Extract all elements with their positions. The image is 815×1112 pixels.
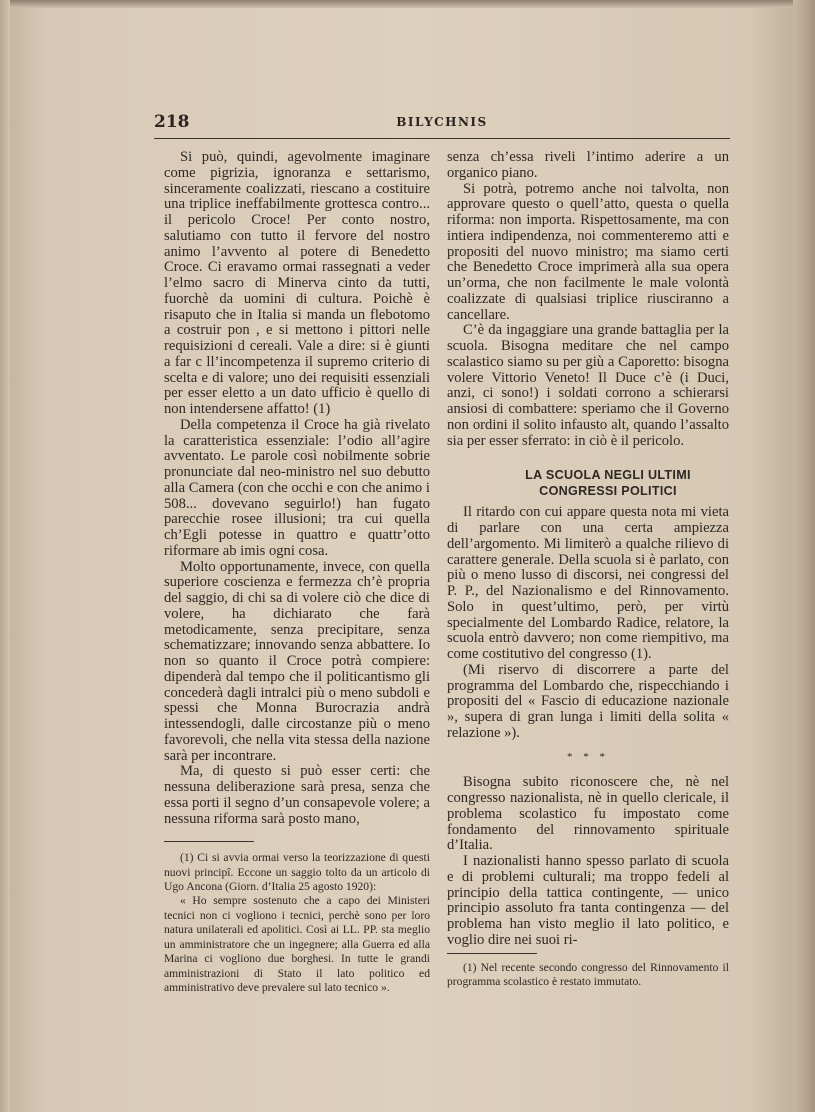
right-column bbox=[447, 150, 729, 989]
footnote: (1) Nel recente secondo congresso del Rinnovamento il programma scolastico è restato immutato. bbox=[447, 960, 729, 988]
page-left-edge bbox=[0, 0, 10, 1112]
paragraph: I nazionalisti hanno spesso parlato di scuola e di problemi culturali; ma troppo fedeli al principio della tattica contingente, — unico principio assoluto fra tanta contingenza — del problema han visto meglio il lato politico, e voglio dire nei suoi ri- bbox=[447, 853, 729, 948]
paragraph: C’è da ingaggiare una grande battaglia per la scuola. Bisogna meditare che nel campo scalastico siamo su per giù a Caporetto: bisogna volere Vittorio Veneto! Il Duce c’è (i Duci, anzi, ci sono!) i soldati corrono a schierarsi ansiosi di combattere: speriamo che il Governo non ordini il solito infausto alt, quando l’assalto sia per esser sferrato: in ciò è il pericolo. bbox=[447, 322, 729, 449]
left-column bbox=[164, 150, 430, 995]
section-heading: LA SCUOLA NEGLI ULTIMI CONGRESSI POLITICI bbox=[525, 468, 691, 499]
paragraph: Ma, di questo si può esser certi: che nessuna deliberazione sarà presa, senza che essa porti il segno d’un consapevole volere; a nessuna riforma sarà posto mano, bbox=[164, 763, 430, 827]
page-top-edge bbox=[0, 0, 815, 8]
page-number: 218 bbox=[154, 112, 190, 132]
footnote: (1) Ci si avvia ormai verso la teorizzazione di questi nuovi principî. Eccone un saggio tolto da un articolo di Ugo Ancona (Giorn. d’Italia 25 agosto 1920): bbox=[164, 851, 430, 894]
footnote-rule bbox=[164, 841, 254, 842]
running-header bbox=[154, 112, 730, 139]
paragraph: Si potrà, potremo anche noi talvolta, non approvare questo o quell’atto, questa o quella riforma: non importa. Rispettosamente, ma con intiera indipendenza, noi commenteremo atti e propositi del nuovo ministro; ma siamo certi che Benedetto Croce imprimerà alla sua opera un’orma, che non facilmente le male volontà coalizzate di qualsiasi triplice riusciranno a cancellare. bbox=[447, 180, 729, 323]
footnote-quote: « Ho sempre sostenuto che a capo dei Ministeri tecnici non ci vogliono i tecnici, perchè sono per loro natura unilaterali ed apolitici. Così ai LL. PP. sta meglio un amministratore che un ingegnere; alla Guerra ed alla Marina ci vogliono due borghesi. In tutte le grandi amministrazioni di Stato il lato politico ed amministrativo deve prevalere sul lato tecnico ». bbox=[164, 894, 430, 994]
footnote-rule bbox=[447, 953, 537, 954]
paragraph: Si può, quindi, agevolmente imaginare come pigrizia, ignoranza e settarismo, sinceramente coalizzati, riescano a costituire una triplice ineffabilmente grottesca contro... il pericolo Croce! Per conto nostro, salutiamo con tutto il fervore del nostro animo l’avvento al potere di Benedetto Croce. Ci eravamo ormai rassegnati a veder l’elmo sacro di Minerva cinto da tutti, fuorchè da uomini di cultura. Poichè è risaputo che in Italia si manda un flebotomo a costruir pon , e si mettono i pittori nelle requisizioni d cereali. Vale a dire: si è giunti a far c ll’incompetenza il supremo criterio di scelta e di valore; uno dei requisiti essenziali per esser eletto a un dato ufficio è quello di non intendersene affatto! (1) bbox=[164, 149, 430, 417]
paragraph: Della competenza il Croce ha già rivelato la caratteristica essenziale: l’odio all’agire avventato. Le parole così nobilmente sobrie pronunciate dal neo-ministro nel suo debutto alla Camera (con che occhi e con che animo i 508... dovevano seguirlo!) han fugato parecchie rosee illusioni; tra cui quella ch’Egli potesse in quattro e quattr’otto riformare ab imis ogni cosa. bbox=[164, 416, 430, 559]
paragraph: Il ritardo con cui appare questa nota mi vieta di parlare con una certa ampiezza dell’argomento. Mi limiterò a qualche rilievo di carattere generale. Della scuola si è parlato, con più o meno lusso di discorsi, nei congressi del P. P., del Nazionalismo e del Rinnovamento. Solo in quest’ultimo, però, per virtù specialmente del Lombardo Radice, relatore, la scuola entrò davvero; non come riempitivo, ma come costitutivo del congresso (1). bbox=[447, 504, 729, 662]
section-separator: * * * bbox=[567, 750, 609, 763]
paragraph: senza ch’essa riveli l’intimo aderire a un organico piano. bbox=[447, 149, 729, 181]
paragraph: Bisogna subito riconoscere che, nè nel congresso nazionalista, nè in quello clericale, il problema scolastico fu impostato come fondamento del rinnovamento spirituale d’Italia. bbox=[447, 774, 729, 854]
page-binding-edge bbox=[793, 0, 815, 1112]
running-title: BILYCHNIS bbox=[396, 115, 488, 129]
paragraph: Molto opportunamente, invece, con quella superiore coscienza e fermezza ch’è propria del saggio, di chi sa di volere ciò che dice di volere, ha dichiarato che farà metodicamente, senza precipitare, senza schematizzare; innovando senza abbattere. Io non so quanto il Croce potrà compiere: dipenderà dal tempo che il politicantismo gli concederà dagli intralci più o meno subdoli e spessi che Monna Burocrazia andrà intessendogli, dalle circostanze più o meno favorevoli, che nella vita stessa della nazione sarà per incontrare. bbox=[164, 558, 430, 764]
paragraph: (Mi riservo di discorrere a parte del programma del Lombardo che, rispecchiando i propositi del « Fascio di educazione nazionale », supera di gran lunga i limiti della solita « relazione »). bbox=[447, 661, 729, 741]
